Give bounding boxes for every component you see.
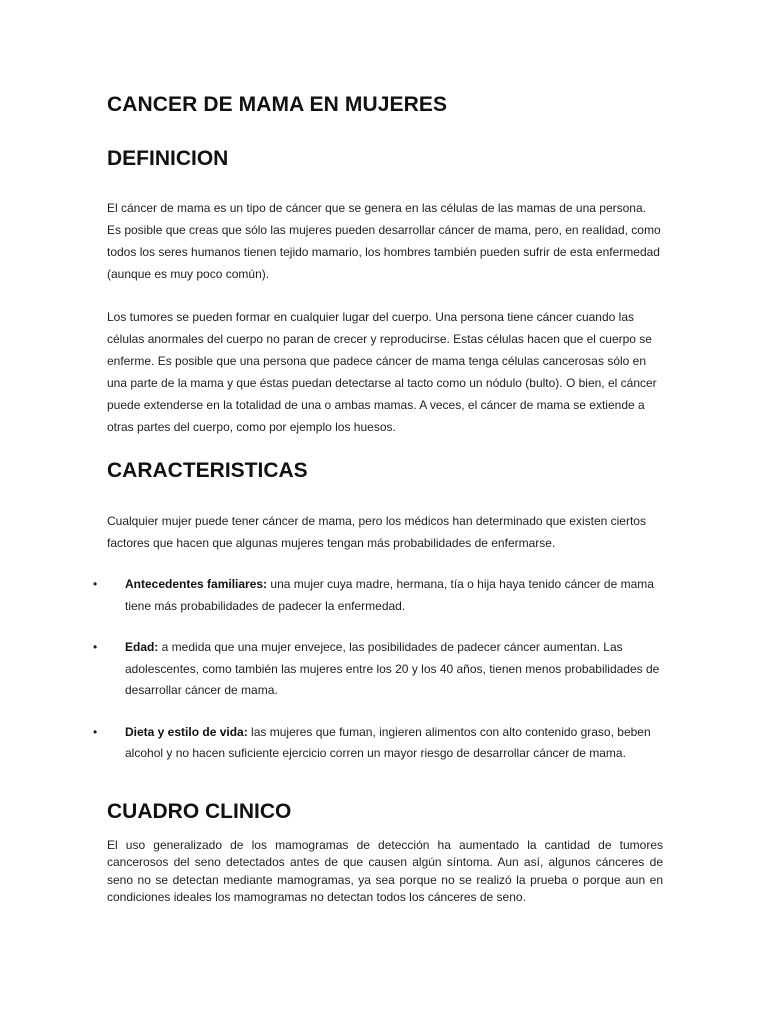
list-item-text: una mujer cuya madre, hermana, tía o hija haya tenido cáncer de mama tiene más probabilidades de padecer la enfermedad. <box>125 577 654 613</box>
caracteristicas-intro: Cualquier mujer puede tener cáncer de mama, pero los médicos han determinado que existen ciertos factores que hacen que algunas mujeres tengan más probabilidades de enfermarse. <box>107 514 646 550</box>
heading-cuadro-clinico: CUADRO CLINICO <box>107 799 292 823</box>
bullet-icon: • <box>93 640 98 654</box>
document-content <box>93 90 663 907</box>
definicion-paragraph-2: Los tumores se pueden formar en cualquier lugar del cuerpo. Una persona tiene cáncer cuando las células anormales del cuerpo no paran de crecer y reproducirse. Estas células hacen que el cuerpo se enferme. Es posible que una persona que padece cáncer de mama tenga células cancerosas sólo en una parte de la mama y que éstas puedan detectarse al tacto como un nódulo (bulto). O bien, el cáncer puede extenderse en la totalidad de una o ambas mamas. A veces, el cáncer de mama se extiende a otras partes del cuerpo, como por ejemplo los huesos. <box>107 310 657 434</box>
list-item-term: Dieta y estilo de vida: <box>125 724 248 739</box>
list-item <box>93 637 663 702</box>
cuadro-clinico-paragraph: El uso generalizado de los mamogramas de detección ha aumentado la cantidad de tumores cancerosos del seno detectados antes de que causen algún síntoma. Aun así, algunos cánceres de seno no se detectan mediante mamogramas, ya sea porque no se realizó la prueba o porque aun en condiciones ideales los mamogramas no detectan todos los cánceres de seno. <box>107 837 663 904</box>
definicion-paragraph-1: El cáncer de mama es un tipo de cáncer que se genera en las células de las mamas de una persona. Es posible que creas que sólo las mujeres pueden desarrollar cáncer de mama, pero, en realidad, como todos los seres humanos tienen tejido mamario, los hombres también pueden sufrir de esta enfermedad (aunque es muy poco común). <box>107 201 661 281</box>
risk-factor-list <box>93 574 663 765</box>
document-title: CANCER DE MAMA EN MUJERES <box>107 93 448 116</box>
list-item-term: Antecedentes familiares: <box>125 577 268 591</box>
bullet-icon: • <box>93 577 98 591</box>
list-item-text: las mujeres que fuman, ingieren alimentos con alto contenido graso, beben alcohol y no hacen suficiente ejercicio corren un mayor riesgo de desarrollar cáncer de mama. <box>125 724 651 760</box>
heading-definicion: DEFINICION <box>107 147 229 170</box>
list-item <box>93 574 663 617</box>
list-item <box>93 722 663 765</box>
bullet-icon: • <box>93 724 98 739</box>
list-item-text: a medida que una mujer envejece, las posibilidades de padecer cáncer aumentan. Las adolescentes, como también las mujeres entre los 20 y los 40 años, tienen menos probabilidades de desarrollar cáncer de mama. <box>125 640 660 697</box>
list-item-term: Edad: <box>125 640 159 654</box>
heading-caracteristicas: CARACTERISTICAS <box>107 459 308 482</box>
